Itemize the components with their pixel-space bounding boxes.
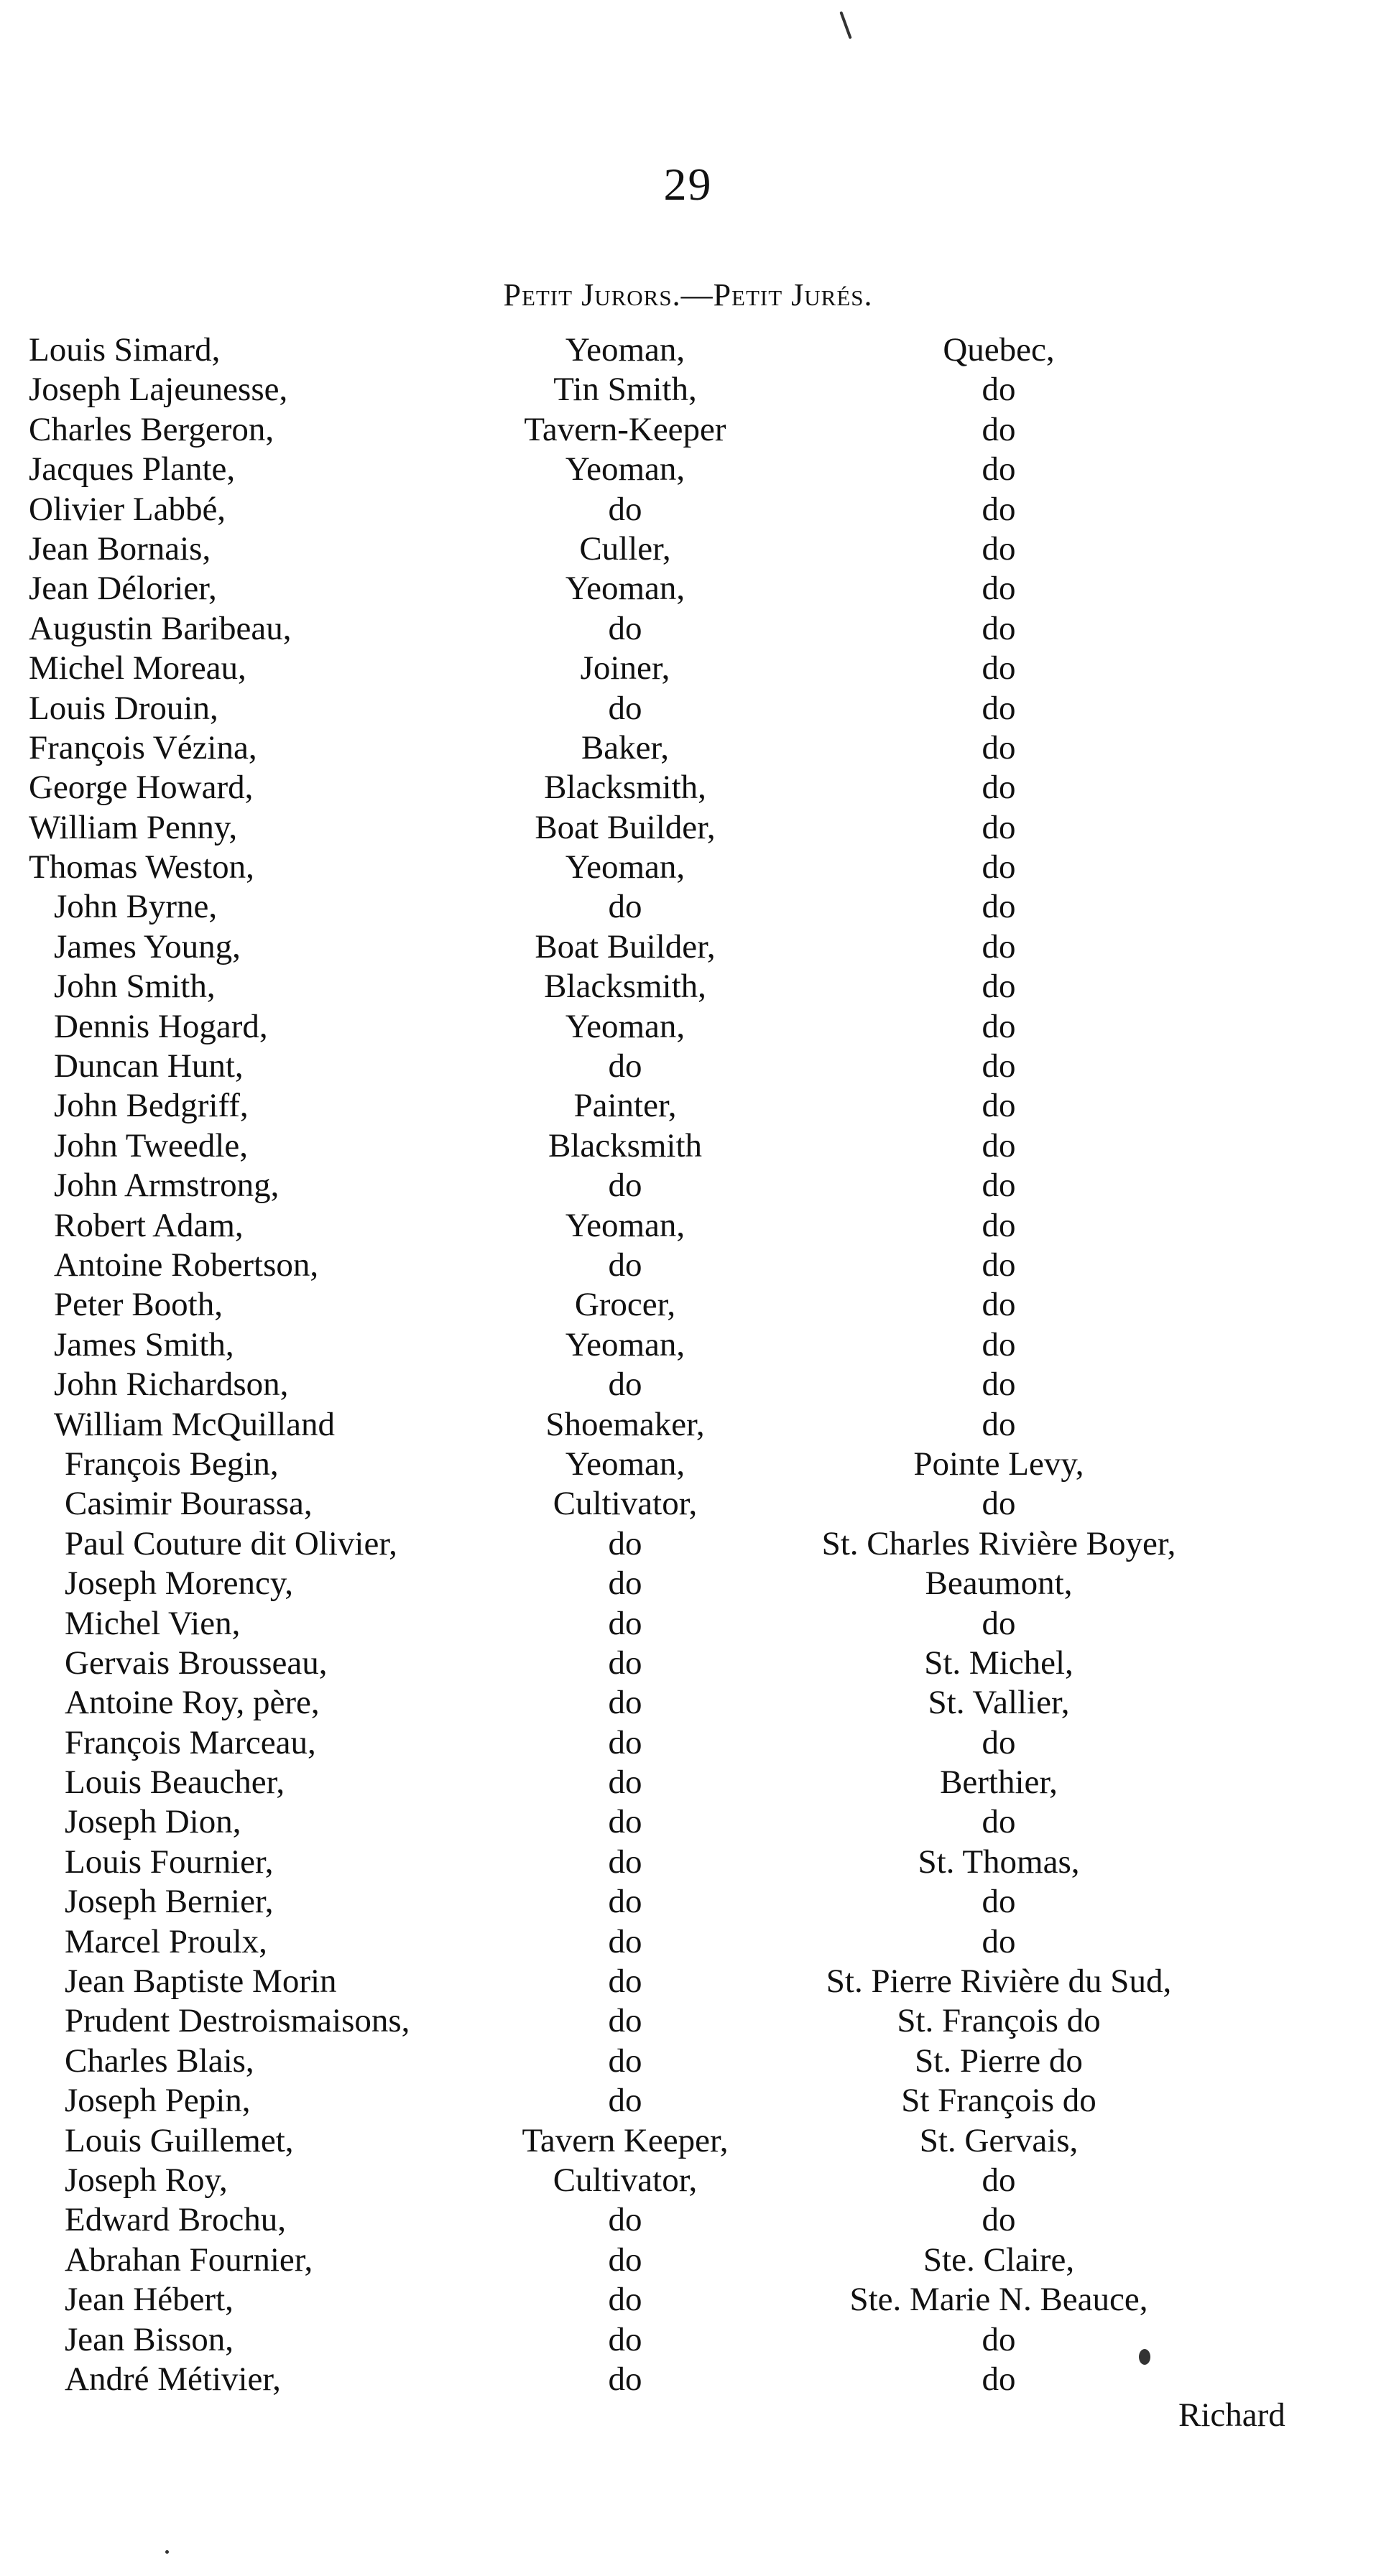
juror-row	[29, 2042, 1322, 2081]
juror-row	[29, 569, 1322, 608]
juror-parish: do	[982, 1405, 1016, 1443]
juror-name: John Smith,	[54, 968, 216, 1006]
juror-row	[29, 808, 1322, 848]
juror-name: Robert Adam,	[54, 1206, 244, 1244]
page-number: 29	[663, 159, 713, 210]
juror-parish: do	[982, 2161, 1016, 2199]
juror-name: Charles Blais,	[65, 2042, 254, 2080]
juror-name: François Vézina,	[29, 728, 257, 766]
juror-parish: St. Gervais,	[919, 2121, 1079, 2159]
ink-speck	[1139, 2349, 1150, 2365]
juror-occupation: Grocer,	[574, 1286, 676, 1324]
juror-name: Joseph Lajeunesse,	[29, 371, 288, 409]
juror-parish: do	[982, 1803, 1016, 1841]
juror-parish: Beaumont,	[925, 1565, 1073, 1603]
juror-parish: do	[982, 888, 1016, 926]
juror-name: Prudent Destroismaisons,	[65, 2002, 410, 2040]
juror-name: Joseph Pepin,	[65, 2082, 251, 2120]
juror-parish: do	[982, 1007, 1016, 1045]
juror-occupation: Yeoman,	[565, 450, 685, 488]
juror-parish: do	[982, 1047, 1016, 1085]
juror-name: Jean Bisson,	[65, 2320, 234, 2358]
juror-list	[29, 330, 1322, 2399]
juror-occupation: do	[608, 1922, 642, 1960]
juror-name: Joseph Bernier,	[65, 1883, 274, 1921]
juror-row	[29, 1405, 1322, 1445]
juror-parish: Ste. Claire,	[923, 2241, 1075, 2279]
juror-name: James Smith,	[54, 1325, 234, 1363]
juror-parish: do	[982, 450, 1016, 488]
juror-occupation: Blacksmith,	[544, 769, 706, 807]
juror-row	[29, 1166, 1322, 1205]
juror-parish: St. Charles Rivière Boyer,	[821, 1524, 1176, 1562]
juror-occupation: Yeoman,	[565, 1007, 685, 1045]
juror-occupation: do	[608, 2082, 642, 2120]
juror-name: Peter Booth,	[54, 1286, 223, 1324]
juror-occupation: do	[608, 1803, 642, 1841]
juror-row	[29, 1604, 1322, 1644]
juror-parish: do	[982, 968, 1016, 1006]
juror-parish: do	[982, 529, 1016, 567]
juror-name: John Richardson,	[54, 1366, 289, 1404]
juror-occupation: do	[608, 609, 642, 647]
juror-name: André Métivier,	[65, 2360, 281, 2398]
juror-row	[29, 2320, 1322, 2360]
juror-name: Jacques Plante,	[29, 450, 236, 488]
juror-name: François Begin,	[65, 1445, 279, 1483]
juror-parish: do	[982, 609, 1016, 647]
juror-parish: do	[982, 570, 1016, 608]
juror-parish: do	[982, 2360, 1016, 2398]
juror-name: Augustin Baribeau,	[29, 609, 292, 647]
section-heading: Petit Jurors.—Petit Jurés.	[503, 277, 873, 312]
juror-occupation: Yeoman,	[565, 331, 685, 369]
juror-occupation: Boat Builder,	[535, 808, 716, 846]
juror-parish: St. Thomas,	[918, 1843, 1080, 1881]
juror-row	[29, 2121, 1322, 2161]
juror-parish: do	[982, 1286, 1016, 1324]
juror-parish: do	[982, 1246, 1016, 1284]
juror-name: Joseph Morency,	[65, 1565, 294, 1603]
juror-parish: do	[982, 848, 1016, 886]
juror-name: Jean Hébert,	[65, 2281, 234, 2319]
juror-occupation: Cultivator,	[553, 2161, 698, 2199]
juror-name: Edward Brochu,	[65, 2201, 287, 2239]
juror-occupation: do	[608, 1047, 642, 1085]
juror-name: François Marceau,	[65, 1723, 316, 1761]
juror-occupation: Yeoman,	[565, 1325, 685, 1363]
juror-occupation: Cultivator,	[553, 1485, 698, 1523]
juror-row	[29, 689, 1322, 728]
juror-name: Abrahan Fournier,	[65, 2241, 313, 2279]
juror-row	[29, 410, 1322, 450]
juror-name: Jean Bornais,	[29, 529, 211, 567]
juror-parish: do	[982, 1883, 1016, 1921]
juror-occupation: do	[608, 689, 642, 727]
juror-occupation: do	[608, 2241, 642, 2279]
juror-name: Antoine Roy, père,	[65, 1684, 320, 1722]
juror-row	[29, 649, 1322, 688]
ink-speck	[165, 2550, 169, 2554]
juror-row	[29, 1683, 1322, 1723]
juror-row	[29, 450, 1322, 489]
juror-parish: Berthier,	[940, 1764, 1058, 1802]
juror-parish: Quebec,	[943, 331, 1055, 369]
juror-occupation: do	[608, 2042, 642, 2080]
juror-row	[29, 2081, 1322, 2121]
juror-occupation: do	[608, 1604, 642, 1642]
juror-row	[29, 529, 1322, 569]
juror-name: Casimir Bourassa,	[65, 1485, 313, 1523]
juror-occupation: do	[608, 1246, 642, 1284]
juror-row	[29, 1962, 1322, 2001]
juror-occupation: do	[608, 1565, 642, 1603]
juror-parish: do	[982, 2201, 1016, 2239]
juror-row	[29, 1843, 1322, 1882]
juror-occupation: do	[608, 1644, 642, 1682]
juror-parish: do	[982, 1206, 1016, 1244]
juror-name: Duncan Hunt,	[54, 1047, 244, 1085]
juror-name: John Armstrong,	[54, 1167, 280, 1205]
juror-name: William McQuilland	[54, 1405, 336, 1443]
juror-name: Louis Simard,	[29, 331, 221, 369]
juror-name: Louis Drouin,	[29, 689, 218, 727]
juror-name: George Howard,	[29, 769, 254, 807]
juror-occupation: Tin Smith,	[553, 371, 697, 409]
juror-occupation: do	[608, 490, 642, 528]
juror-parish: do	[982, 808, 1016, 846]
juror-row	[29, 1882, 1322, 1922]
juror-parish: do	[982, 1126, 1016, 1164]
juror-row	[29, 490, 1322, 529]
juror-occupation: Yeoman,	[565, 848, 685, 886]
juror-name: Antoine Robertson,	[54, 1246, 319, 1284]
juror-occupation: Joiner,	[580, 649, 670, 687]
juror-parish: do	[982, 1922, 1016, 1960]
juror-name: John Tweedle,	[54, 1126, 248, 1164]
juror-row	[29, 609, 1322, 649]
juror-occupation: Painter,	[573, 1087, 677, 1125]
juror-occupation: do	[608, 2201, 642, 2239]
juror-name: Michel Vien,	[65, 1604, 241, 1642]
juror-name: Michel Moreau,	[29, 649, 246, 687]
juror-name: Louis Fournier,	[65, 1843, 274, 1881]
juror-occupation: Yeoman,	[565, 1445, 685, 1483]
juror-row	[29, 1086, 1322, 1126]
juror-row	[29, 1126, 1322, 1166]
juror-row	[29, 927, 1322, 967]
juror-row	[29, 2360, 1322, 2399]
catchword: Richard	[1178, 2396, 1285, 2434]
juror-name: Jean Baptiste Morin	[65, 1963, 337, 2001]
juror-occupation: do	[608, 1167, 642, 1205]
juror-occupation: do	[608, 1684, 642, 1722]
juror-row	[29, 1763, 1322, 1802]
juror-name: John Bedgriff,	[54, 1087, 249, 1125]
juror-occupation: Blacksmith	[548, 1126, 703, 1164]
juror-occupation: Shoemaker,	[545, 1405, 705, 1443]
juror-occupation: do	[608, 2002, 642, 2040]
juror-parish: St. Pierre Rivière du Sud,	[826, 1963, 1172, 2001]
juror-occupation: do	[608, 1843, 642, 1881]
juror-occupation: do	[608, 888, 642, 926]
juror-name: Louis Beaucher,	[65, 1764, 285, 1802]
juror-row	[29, 2241, 1322, 2280]
juror-parish: St. Vallier,	[928, 1684, 1070, 1722]
juror-occupation: do	[608, 2320, 642, 2358]
juror-row	[29, 967, 1322, 1006]
juror-parish: do	[982, 1325, 1016, 1363]
juror-parish: do	[982, 769, 1016, 807]
juror-row	[29, 2200, 1322, 2240]
juror-name: Charles Bergeron,	[29, 410, 274, 448]
juror-parish: do	[982, 371, 1016, 409]
juror-row	[29, 2001, 1322, 2041]
juror-row	[29, 1564, 1322, 1603]
juror-parish: St François do	[901, 2082, 1096, 2120]
juror-occupation: Tavern-Keeper	[524, 410, 726, 448]
juror-occupation: do	[608, 1366, 642, 1404]
juror-occupation: do	[608, 2281, 642, 2319]
juror-row	[29, 2280, 1322, 2320]
juror-row	[29, 1484, 1322, 1524]
juror-row	[29, 768, 1322, 807]
juror-row	[29, 1802, 1322, 1842]
juror-parish: do	[982, 2320, 1016, 2358]
juror-row	[29, 1285, 1322, 1325]
juror-row	[29, 728, 1322, 768]
juror-row	[29, 1922, 1322, 1962]
juror-parish: do	[982, 1366, 1016, 1404]
juror-occupation: Yeoman,	[565, 570, 685, 608]
juror-row	[29, 1445, 1322, 1484]
juror-row	[29, 1007, 1322, 1047]
juror-occupation: Blacksmith,	[544, 968, 706, 1006]
juror-occupation: Baker,	[581, 728, 670, 766]
juror-parish: do	[982, 1485, 1016, 1523]
juror-name: Olivier Labbé,	[29, 490, 226, 528]
juror-parish: do	[982, 728, 1016, 766]
juror-occupation: Boat Builder,	[535, 927, 716, 965]
juror-name: William Penny,	[29, 808, 238, 846]
juror-row	[29, 1047, 1322, 1086]
juror-row	[29, 1246, 1322, 1285]
juror-row	[29, 1325, 1322, 1365]
juror-parish: do	[982, 1723, 1016, 1761]
juror-parish: Pointe Levy,	[913, 1445, 1084, 1483]
juror-row	[29, 887, 1322, 927]
juror-name: Thomas Weston,	[29, 848, 254, 886]
juror-name: James Young,	[54, 927, 241, 965]
juror-occupation: do	[608, 1883, 642, 1921]
juror-name: Jean Délorier,	[29, 570, 217, 608]
juror-parish: St. Pierre do	[915, 2042, 1083, 2080]
juror-occupation: Culler,	[579, 529, 671, 567]
juror-parish: St. Michel,	[924, 1644, 1073, 1682]
juror-occupation: Yeoman,	[565, 1206, 685, 1244]
juror-name: Joseph Roy,	[65, 2161, 228, 2199]
juror-row	[29, 1644, 1322, 1683]
juror-parish: Ste. Marie N. Beauce,	[849, 2281, 1148, 2319]
juror-name: Louis Guillemet,	[65, 2121, 294, 2159]
juror-name: Joseph Dion,	[65, 1803, 241, 1841]
juror-parish: do	[982, 689, 1016, 727]
juror-parish: do	[982, 927, 1016, 965]
juror-name: Paul Couture dit Olivier,	[65, 1524, 397, 1562]
juror-row	[29, 330, 1322, 370]
juror-parish: do	[982, 1604, 1016, 1642]
juror-occupation: do	[608, 1723, 642, 1761]
juror-parish: St. François do	[897, 2002, 1101, 2040]
juror-parish: do	[982, 1167, 1016, 1205]
juror-parish: do	[982, 490, 1016, 528]
juror-occupation: do	[608, 1524, 642, 1562]
juror-row	[29, 1365, 1322, 1404]
juror-name: Dennis Hogard,	[54, 1007, 268, 1045]
juror-parish: do	[982, 1087, 1016, 1125]
ink-speck	[839, 11, 851, 40]
juror-row	[29, 1524, 1322, 1564]
juror-parish: do	[982, 410, 1016, 448]
juror-parish: do	[982, 649, 1016, 687]
juror-row	[29, 848, 1322, 887]
juror-name: John Byrne,	[54, 888, 218, 926]
juror-name: Marcel Proulx,	[65, 1922, 267, 1960]
juror-occupation: do	[608, 2360, 642, 2398]
juror-row	[29, 1723, 1322, 1763]
juror-occupation: Tavern Keeper,	[522, 2121, 729, 2159]
juror-row	[29, 1206, 1322, 1246]
juror-row	[29, 370, 1322, 409]
juror-row	[29, 2161, 1322, 2200]
juror-occupation: do	[608, 1764, 642, 1802]
juror-occupation: do	[608, 1963, 642, 2001]
juror-name: Gervais Brousseau,	[65, 1644, 328, 1682]
